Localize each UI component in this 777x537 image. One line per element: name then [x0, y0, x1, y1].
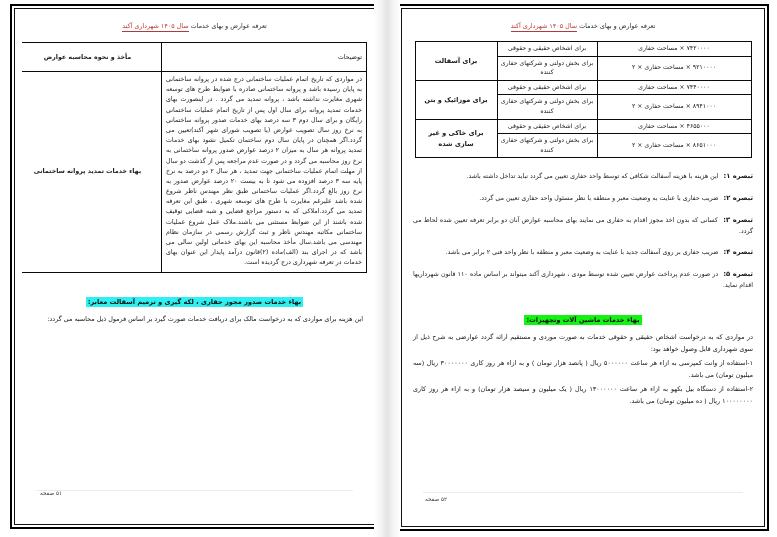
note-label: تبصره ۴:	[723, 248, 753, 257]
payer-cell: برای بخش دولتی و شرکتهای حفاری کننده	[497, 95, 597, 119]
note-label: تبصره ۱:	[723, 172, 753, 181]
table-row	[415, 80, 751, 95]
note-text: کسانی که بدون اخذ مجوز اقدام به حفاری می نمایند بهای محاسبه عوارض آنان دو برابر تعرفه تعیین شده لحاظ می گردد.	[413, 216, 753, 235]
note-item	[413, 269, 753, 291]
footer-divider	[423, 492, 743, 493]
running-head-left-highlight: سال ۱۴۰۵ شهرداری آکند	[510, 22, 578, 30]
column-header-notes: توضیحات	[162, 43, 367, 72]
running-head-right-highlight: سال ۱۴۰۵ شهرداری آکند	[122, 22, 189, 30]
note-item	[413, 171, 753, 183]
permit-renewal-fee-table	[22, 42, 367, 273]
page-number-left: ۵۲ صفحه	[425, 497, 447, 503]
note-text: ضریب حفاری بر روی آسفالت جدید با عنایت به وضعیت معبر و منطقه با نظر واحد فنی ۲ برابر می باشد.	[445, 249, 719, 257]
note-label: تبصره ۲:	[723, 194, 753, 203]
note-text: در صورت عدم پرداخت عوارض تعیین شده توسط مودی ، شهرداری آکند میتواند بر اساس ماده ۱۱۰ قانون شهرداریها اقدام نماید.	[413, 271, 753, 289]
machinery-services-section	[413, 307, 753, 407]
basis-cell: بهاء خدمات تمدید پروانه ساختمانی	[22, 72, 162, 273]
machinery-section-title: بهاء خدمات ماشین آلات وتجهیزات:	[526, 316, 640, 325]
machinery-paragraph: ۲-استفاده از دستگاه بیل بکهو به ازاء هر ساعت ۱۳۰۰۰۰۰۰ ریال ( یک میلیون و سیصد هزار تومان) و به ازاء هر روز کاری ۱۰۰۰۰۰۰۰۰ ریال ( ده میلیون تومان) می باشد.	[413, 384, 753, 405]
excavation-permit-section	[26, 289, 363, 326]
page-left	[388, 0, 777, 537]
excavation-title-row	[26, 289, 363, 314]
note-item	[413, 247, 753, 259]
page-left-content	[409, 16, 757, 519]
excavation-section-title: بهاء خدمات صدور مجوز حفاری ، لکه گیری و ترمیم آسفالت معابر:	[87, 297, 302, 306]
page-right	[0, 0, 388, 537]
rate-cell: ۸۶۵۱۰۰۰ × مساحت حفاری × ۲	[597, 134, 751, 158]
running-head-left-prefix: تعرفه عوارض و بهای خدمات	[579, 22, 656, 30]
table-row	[22, 72, 367, 273]
page-number-right: ۵۱ صفحه	[40, 491, 62, 497]
excavation-paragraph: این هزینه برای مواردی که به درخواست مالک برای دریافت خدمات صورت گیرد بر اساس فرمول ذیل محاسبه می گردد:	[47, 314, 363, 323]
page-right-content	[22, 16, 367, 517]
table-header-row	[22, 43, 367, 72]
running-head-left	[409, 22, 757, 30]
running-head-right	[22, 22, 367, 30]
group-cell: برای موزائیک و بتن	[415, 80, 497, 119]
payer-cell: برای بخش دولتی و شرکتهای حفاری کننده	[497, 56, 597, 80]
machinery-title-row	[413, 307, 753, 332]
note-label: تبصره ۳:	[723, 215, 753, 224]
group-cell: برای خاکی و غیر سازی شده	[415, 119, 497, 158]
footer-divider	[36, 490, 353, 491]
note-item	[413, 215, 753, 237]
rate-cell: ۷۴۴۰۰۰۰ × مساحت حفاری	[597, 80, 751, 95]
machinery-paragraph: ۱-استفاده از وانت کمپرسی به ازاء هر ساعت ۵۰۰۰۰۰۰ ریال ( پانصد هزار تومان ) و به ازاء هر روز کاری ۳۰۰۰۰۰۰۰ ریال (سه میلیون تومان) می باشد.	[413, 359, 754, 379]
machinery-paragraph: در مواردی که به درخواست اشخاص حقیقی و حقوقی خدمات به صورت موردی و مستقیم ارائه گردد عوارضی به شرح ذیل از سوی شهرداری قابل وصول خواهد بود:	[413, 333, 753, 354]
rate-cell: ۹۲۱۰۰۰۰ × مساحت حفاری × ۲	[597, 56, 751, 80]
column-header-basis: مأخذ و نحوه محاسبه عوارض	[22, 43, 162, 72]
table-row	[415, 119, 751, 134]
note-cell: در مواردی که تاریخ اتمام عملیات ساختمانی درج شده در پروانه ساختمانی به پایان رسیده باشد و پروانه ساختمانی صادره با ضوابط طرح های توسعه شهری مغایرت نداشته باشد ، پروانه تمدید می گردد . در اینصورت بهای خدمات تمدید پروانه برای سال اول پس از تاریخ اتمام عملیات ساختمانی رایگان و برای سال دوم ۳ سه درصد بهای خدمات صدور پروانه ساختمانی به نرخ روز سال تصویب عوارض (یا تصویب شورای شهر آکند)تعیین می گردد.اگر همچنان در پایان سال دوم ساختمان تکمیل نشود بهای خدمات تمدید پروانه هر سال به میزان ۲ درصد عوارض صدور پروانه ساختمانی به نرخ روز محاسبه می گردد و در صورت عدم مراجعه پس از گذشت دو سال از مهلت اتمام عملیات ساختمانی جهت تمدید ، هر سال ۲ دو درصد به نرخ پایه سه ۳ درصد افزوده می شود تا به بیست ۲۰ درصد عوارض صدور به نرخ روز بالغ گردد.اگر عملیات ساختمانی طبق نظر مهندس ناظر شروع شده باشد علیرغم مغایرت با طرح های توسعه شهری ، طبق این تعرفه تمدید می گردد.املاکی که به دستور مراجع قضایی و شبه قضایی توقیف شده باشند از این ضوابط مستثنی می باشند.ملاک عمل شروع عملیات ساختمانی مکاتبه مهندس ناظر و ثبت گزارش رسمی در سازمان نظام مهندسی می باشد.سال مأخذ محاسبه این بهای خدماتی اولین سالی می باشد که در اجرای بند (الف)ماده (۲)قانون درآمد پایدار این عنوان بهای خدمات در تعرفه شهرداری درج گردیده است.	[162, 72, 367, 273]
drilling-fee-table	[415, 41, 752, 158]
group-cell: برای آسفالت	[415, 42, 497, 81]
note-item	[413, 193, 753, 205]
payer-cell: برای اشخاص حقیقی و حقوقی	[497, 80, 597, 95]
page-left-border	[397, 4, 769, 531]
note-label: تبصره ۵:	[723, 270, 753, 278]
rate-cell: ۷۴۲۰۰۰۰ × مساحت حفاری	[597, 42, 751, 57]
payer-cell: برای بخش دولتی و شرکتهای حفاری کننده	[497, 134, 597, 158]
note-text: این هزینه با هزینه آسفالت شکافی که توسط واحد حفاری تعیین می گردد نباید تداخل داشته باشد.	[466, 173, 719, 181]
rate-cell: ۴۶۵۵۰۰۰ × مساحت حفاری	[597, 119, 751, 134]
page-right-border	[10, 4, 379, 529]
running-head-right-prefix: تعرفه عوارض و بهای خدمات	[190, 22, 267, 30]
rate-cell: ۸۹۴۱۰۰۰ × مساحت حفاری × ۲	[597, 95, 751, 119]
payer-cell: برای اشخاص حقیقی و حقوقی	[497, 119, 597, 134]
table-row	[415, 42, 751, 57]
note-text: ضریب حفاری با عنایت به وضعیت معبر و منطقه با نظر مسئول واحد حفاری تعیین می گردد.	[479, 195, 719, 203]
payer-cell: برای اشخاص حقیقی و حقوقی	[497, 42, 597, 57]
notes-list	[413, 171, 753, 291]
